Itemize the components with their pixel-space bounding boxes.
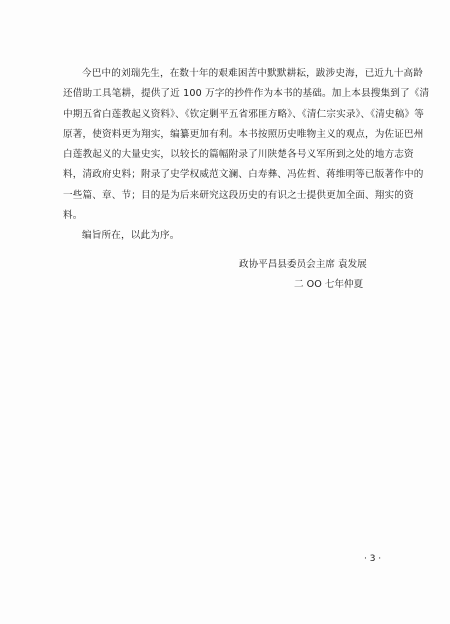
preface-body bbox=[63, 64, 430, 247]
paragraph-line-1: 今巴中的刘瑞先生，在数十年的艰难困苦中默默耕耘，跋涉史海，已近九十高龄 bbox=[82, 68, 424, 79]
paragraph-line-8: 料。 bbox=[63, 210, 83, 222]
paragraph-line-7: 一些篇、章、节；目的是为后来研究这段历史的有识之士提供更加全面、翔实的资 bbox=[63, 189, 414, 201]
page-number: · 3 · bbox=[364, 554, 382, 564]
paragraph-line-4: 原著，使资料更为翔实，编纂更加有利。本书按照历史唯物主义的观点，为佐证巴州 bbox=[63, 128, 424, 140]
paragraph-line-5: 白莲教起义的大量史实，以较长的篇幅附录了川陕楚各号义军所到之处的地方志资 bbox=[63, 149, 414, 161]
signature-date: 二 OO 七年仲夏 bbox=[294, 279, 364, 290]
paragraph-line-2: 还借助工具笔耕，提供了近 100 万字的抄件作为本书的基础。加上本县搜集到了《清 bbox=[63, 88, 430, 100]
paragraph-line-3: 中期五省白莲教起义资料》、《钦定剿平五省邪匪方略》、《清仁宗实录》、《清史稿》等 bbox=[63, 108, 424, 120]
signature-organization: 政协平昌县委员会主席 袁发展 bbox=[239, 259, 367, 270]
closing-line: 编旨所在，以此为序。 bbox=[82, 230, 180, 242]
paragraph-line-6: 料，清政府史料；附录了史学权威范文澜、白寿彝、冯佐哲、蒋维明等已版著作中的 bbox=[63, 169, 424, 181]
